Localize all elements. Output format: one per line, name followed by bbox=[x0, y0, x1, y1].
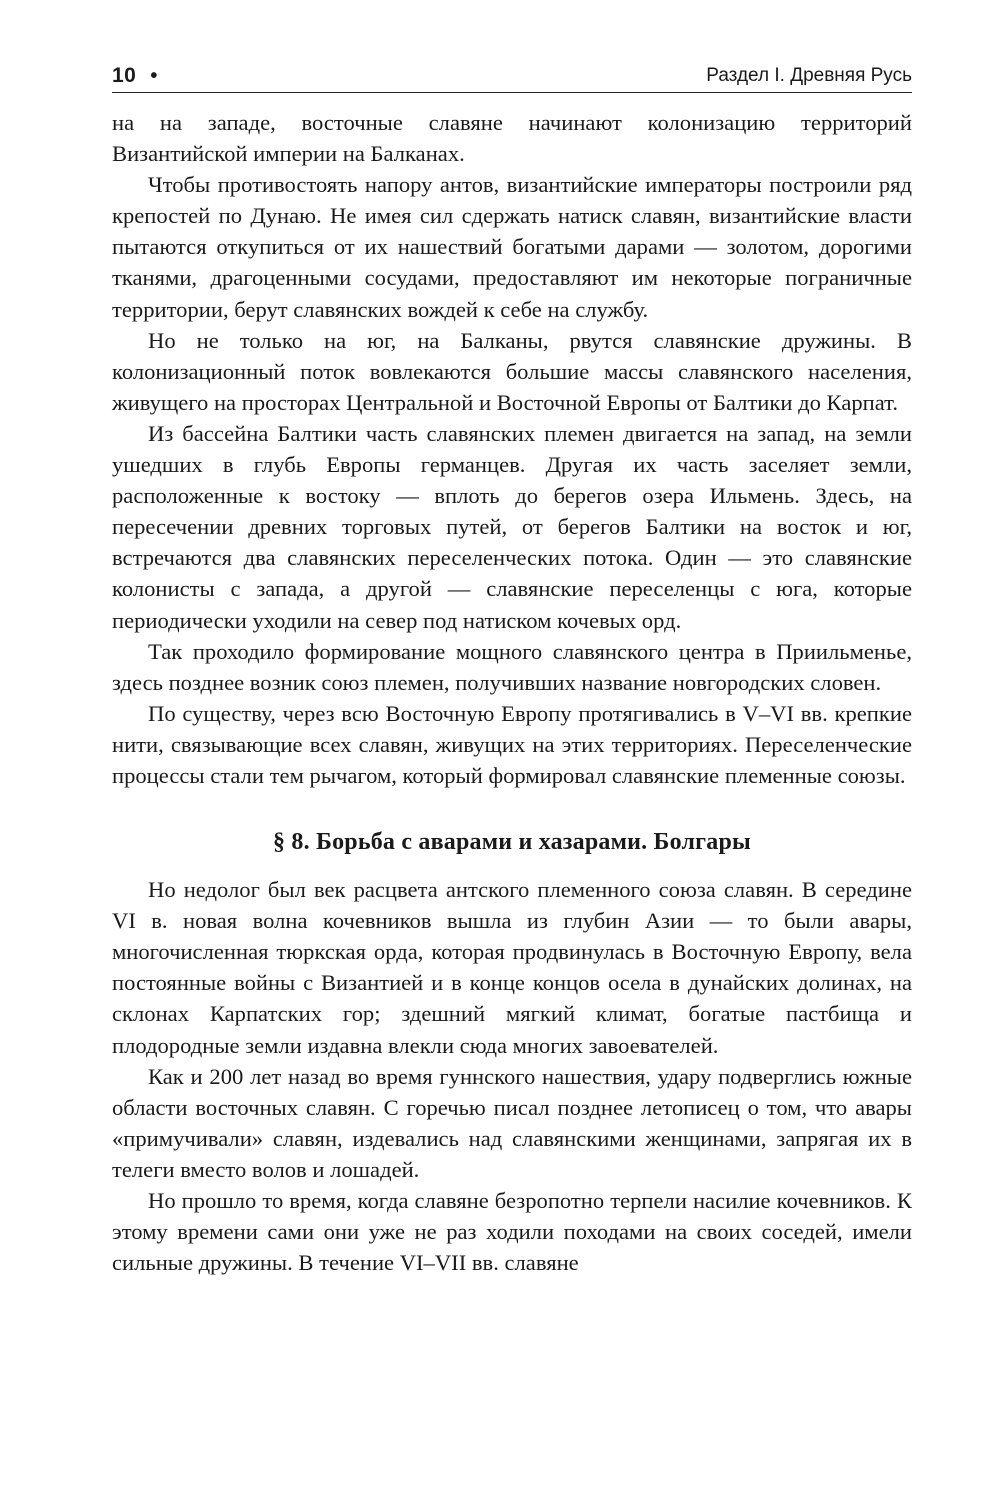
running-title: Раздел I. Древняя Русь bbox=[706, 65, 912, 86]
page-number: 10 • bbox=[112, 64, 158, 87]
paragraph: Как и 200 лет назад во время гуннского нашествия, удару подверглись южные области восточных славян. С горечью писал позднее летописец о том, что авары «примучивали» славян, издевались над славянскими женщинами, запрягая их в телеги вместо волов и лошадей. bbox=[112, 1063, 912, 1182]
paragraph: По существу, через всю Восточную Европу протягивались в V–VI вв. крепкие нити, связывающие всех славян, живущих на этих территориях. Переселенческие процессы стали тем рычагом, который формировал славянские племенные союзы. bbox=[112, 700, 912, 788]
bullet-separator: • bbox=[150, 65, 158, 87]
paragraph: Чтобы противостоять напору антов, византийские императоры построили ряд крепостей по Дунаю. Не имея сил сдержать натиск славян, византийские власти пытаются откупиться от их нашествий богатыми дарами — золотом, дорогими тканями, драгоценными сосудами, предоставляют им некоторые пограничные территории, берут славянских вождей к себе на службу. bbox=[112, 172, 912, 322]
book-page bbox=[112, 58, 912, 1278]
paragraph: Так проходило формирование мощного славянского центра в Приильменье, здесь позднее возник союз племен, получивших название новгородских словен. bbox=[112, 638, 912, 695]
body-text-before bbox=[112, 107, 912, 791]
paragraph: Из бассейна Балтики часть славянских племен двигается на запад, на земли ушедших в глубь Европы германцев. Другая их часть заселяет земли, расположенные к востоку — вплоть до берегов озера Ильмень. Здесь, на пересечении древних торговых путей, от берегов Балтики на восток и юг, встречаются два славянских переселенческих потока. Один — это славянские колонисты с запада, а другой — славянские переселенцы с юга, которые периодически уходили на север под натиском кочевых орд. bbox=[112, 420, 912, 633]
paragraph-continued: на на западе, восточные славяне начинают колонизацию территорий Византийской империи на Балканах. bbox=[112, 110, 912, 167]
body-text-after bbox=[112, 874, 912, 1278]
paragraph: Но прошло то время, когда славяне безропотно терпели насилие кочевников. К этому времени сами они уже не раз ходили походами на своих соседей, имели сильные дружины. В течение VI–VII вв. славяне bbox=[112, 1188, 912, 1276]
section-heading: § 8. Борьба с аварами и хазарами. Болгары bbox=[273, 829, 751, 856]
paragraph: Но не только на юг, на Балканы, рвутся славянские дружины. В колонизационный поток вовлекаются большие массы славянского населения, живущего на просторах Центральной и Восточной Европы от Балтики до Карпат. bbox=[112, 327, 912, 415]
paragraph: Но недолог был век расцвета антского племенного союза славян. В середине VI в. новая волна кочевников вышла из глубин Азии — то были авары, многочисленная тюркская орда, которая продвинулась в Восточную Европу, вела постоянные войны с Византией и в конце концов осела в дунайских долинах, на склонах Карпатских гор; здешний мягкий климат, богатые пастбища и плодородные земли издавна влекли сюда многих завоевателей. bbox=[112, 877, 912, 1058]
page-header bbox=[112, 58, 912, 93]
